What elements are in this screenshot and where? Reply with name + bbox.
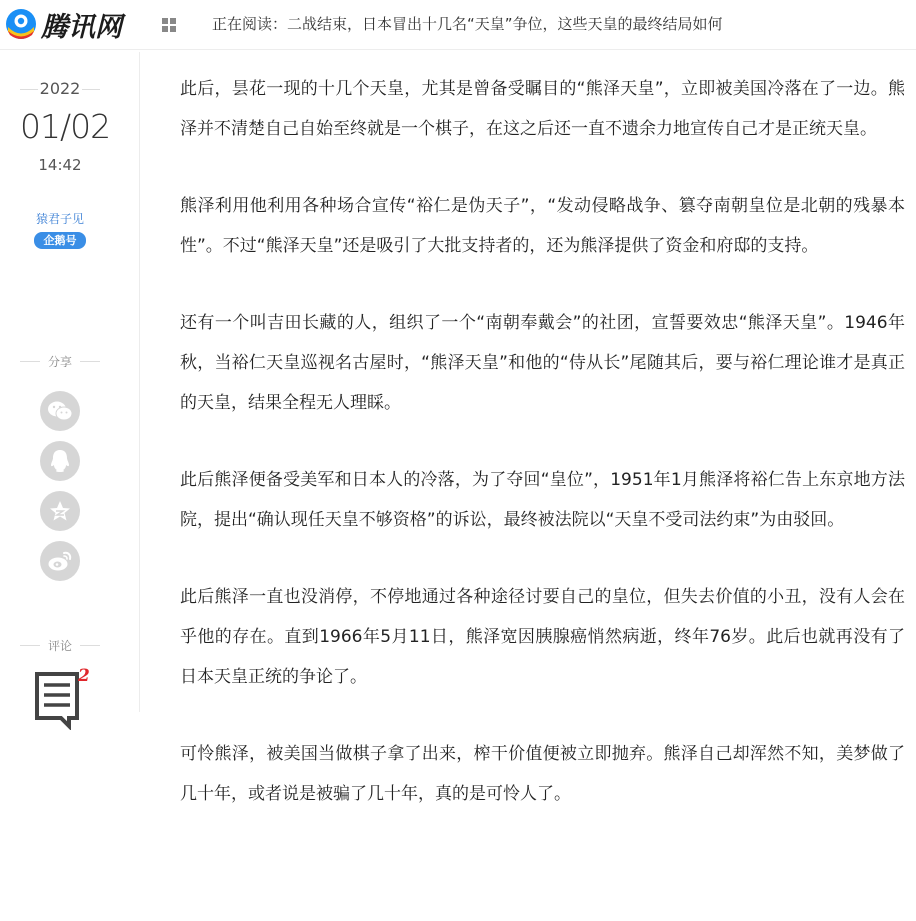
- share-qzone-button[interactable]: [40, 491, 80, 531]
- comment-label: 评论: [20, 637, 100, 654]
- author-name[interactable]: 猿君子见: [35, 212, 84, 226]
- grid-menu-icon[interactable]: [161, 17, 177, 33]
- article-body: [180, 69, 905, 851]
- now-reading-bar: [212, 13, 723, 34]
- share-qq-button[interactable]: [40, 441, 80, 481]
- qq-icon: [50, 449, 70, 473]
- share-label: 分享: [20, 353, 100, 370]
- article-paragraph: 此后，昙花一现的十几个天皇，尤其是曾备受瞩目的“熊泽天皇”，立即被美国冷落在了一边。熊泽并不清楚自己自始至终就是一个棋子，在这之后还一直不遗余力地宣传自己才是正统天皇。: [180, 79, 905, 139]
- share-weibo-button[interactable]: [40, 541, 80, 581]
- article-paragraph: 熊泽利用他利用各种场合宣传“裕仁是伪天子”，“发动侵略战争、篡夺南朝皇位是北朝的残暴本性”。不过“熊泽天皇”还是吸引了大批支持者的，还为熊泽提供了资金和府邸的支持。: [180, 196, 905, 256]
- article-paragraph: 可怜熊泽，被美国当做棋子拿了出来，榨干价值便被立即抛弃。熊泽自己却浑然不知，美梦做了几十年，或者说是被骗了几十年，真的是可怜人了。: [180, 744, 905, 804]
- article-paragraph: 此后熊泽一直也没消停，不停地通过各种途径讨要自己的皇位，但失去价值的小丑，没有人会在乎他的存在。直到1966年5月11日，熊泽宽因胰腺癌悄然病逝，终年76岁。此后也就再没有了日本天皇正统的争论了。: [180, 587, 905, 687]
- wechat-icon: [47, 400, 73, 422]
- article-paragraph: 此后熊泽便备受美军和日本人的冷落，为了夺回“皇位”，1951年1月熊泽将裕仁告上东京地方法院，提出“确认现任天皇不够资格”的诉讼，最终被法院以“天皇不受司法约束”为由驳回。: [180, 470, 905, 530]
- logo-text: 腾讯网: [41, 11, 122, 43]
- weibo-icon: [47, 550, 73, 572]
- publish-date: 01/02: [20, 107, 111, 146]
- publish-time: 14:42: [38, 156, 82, 174]
- top-header: [0, 0, 916, 50]
- tencent-logo-icon: [5, 8, 37, 40]
- share-wechat-button[interactable]: [40, 391, 80, 431]
- comment-count[interactable]: 2: [78, 666, 90, 686]
- tencent-logo[interactable]: [5, 5, 122, 43]
- left-sidebar: [0, 52, 140, 712]
- publish-year: 2022: [20, 79, 100, 98]
- article-paragraph: 还有一个叫吉田长藏的人，组织了一个“南朝奉戴会”的社团，宣誓要效忠“熊泽天皇”。1946年秋，当裕仁天皇巡视名古屋时，“熊泽天皇”和他的“侍从长”尾随其后，要与裕仁理论谁才是真正的天皇，结果全程无人理睬。: [180, 313, 905, 413]
- now-reading-label: 正在阅读：: [212, 15, 288, 33]
- now-reading-title[interactable]: 二战结束，日本冒出十几名“天皇”争位，这些天皇的最终结局如何: [287, 15, 723, 33]
- author-badge[interactable]: 企鹅号: [34, 232, 86, 249]
- qzone-icon: [48, 499, 72, 523]
